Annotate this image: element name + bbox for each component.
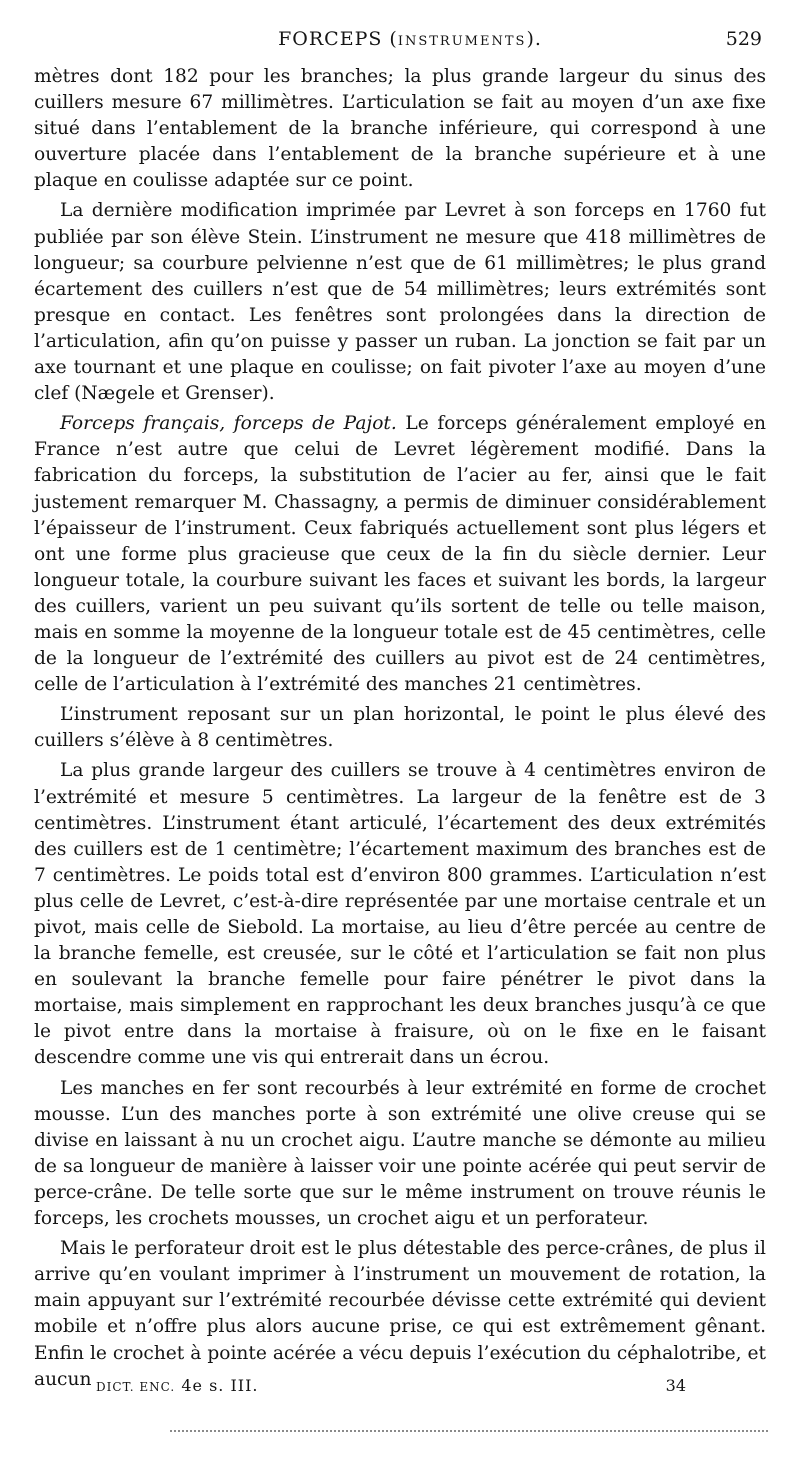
italic-heading: Forceps français, forceps de Pajot. [60,413,397,435]
bottom-dotted-rule [170,1430,768,1432]
paragraph: La plus grande largeur des cuillers se trouve à 4 centimètres environ de l’extrémité et mesure 5 centimètres. La largeur de la fenêtre est de 3 centimètres. L’instrument étant articulé, l’écartement des deux extrémités des cuillers est de 1 centimètre; l’écartement maximum des branches est de 7 centimètres. Le poids total est d’environ 800 grammes. L’articulation n’est plus celle de Levret, c’est-à-dire représentée par une mortaise centrale et un pivot, mais celle de Siebold. La mortaise, au lieu d’être percée au centre de la branche femelle, est creusée, sur le côté et l’articulation se fait non plus en soulevant la branche femelle pour faire pénétrer le pivot dans la mortaise, mais simplement en rapprochant les deux branches jusqu’à ce que le pivot entre dans la mortaise à fraisure, où on le fixe en le faisant descendre comme une vis qui entrerait dans un écrou. [34,760,766,1069]
page-number: 529 [725,28,762,50]
paragraph: Les manches en fer sont recourbés à leur extrémité en forme de crochet mousse. L’un des manches porte à son extrémité une olive creuse qui se divise en laissant à nu un crochet aigu. L’autre manche se démonte au milieu de sa longueur de manière à laisser voir une pointe acérée qui peut servir de perce-crâne. De telle sorte que sur le même instrument on trouve réunis le forceps, les crochets mousses, un crochet aigu et un perforateur. [34,1077,766,1230]
running-title [58,28,762,50]
body-text [34,64,766,1393]
paragraph: L’instrument reposant sur un plan horizontal, le point le plus élevé des cuillers s’élève à 8 centimètres. [34,704,766,752]
paragraph: Mais le perforateur droit est le plus détestable des perce-crânes, de plus il arrive qu’en voulant imprimer à l’instrument un mouvement de rotation, la main appuyant sur l’extrémité recourbée dévisse cette extrémité qui devient mobile et n’offre plus alors aucune prise, ce qui est extrêmement gênant. Enfin le crochet à pointe acérée a vécu depuis l’exécution du céphalotribe, et aucun [34,1238,766,1390]
running-title-small-caps: INSTRUMENTS [397,34,527,49]
running-title-main: FORCEPS ( [278,28,398,50]
page-footer [96,1376,686,1400]
paragraph: La dernière modification imprimée par Levret à son forceps en 1760 fut publiée par son élève Stein. L’instrument ne mesure que 418 millimètres de longueur; sa courbure pelvienne n’est que de 61 millimètres; le plus grand écartement des cuillers n’est que de 54 millimètres; leurs extrémités sont presque en contact. Les fenêtres sont prolongées dans la direction de l’articulation, afin qu’on puisse y passer un ruban. La jonction se fait par un axe tournant et une plaque en coulisse; on fait pivoter l’axe au moyen d’une clef (Nægele et Grenser). [34,200,766,405]
signature-rest: 4e s. III. [175,1376,259,1395]
running-title-end: ). [526,28,542,50]
signature-small-caps: DICT. ENC. [96,1380,176,1394]
signature-mark [96,1376,259,1395]
sheet-number: 34 [665,1376,686,1395]
paragraph-text: Le forceps généralement employé en France n’est autre que celui de Levret légèrement modifié. Dans la fabrication du forceps, la substitution de l’acier au fer, ainsi que le fait justement remarquer M. Chassagny, a permis de diminuer considérablement l’épaisseur de l’instrument. Ceux fabriqués actuellement sont plus légers et ont une forme plus gracieuse que ceux de la fin du siècle dernier. Leur longueur totale, la courbure suivant les faces et suivant les bords, la largeur des cuillers, varient un peu suivant qu’ils sortent de telle ou telle maison, mais en somme la moyenne de la longueur totale est de 45 centimètres, celle de la longueur de l’extrémité des cuillers au pivot est de 24 centimètres, celle de l’articulation à l’extrémité des manches 21 centimètres. [34,413,766,696]
paragraph [34,411,766,698]
paragraph: mètres dont 182 pour les branches; la plus grande largeur du sinus des cuillers mesure 67 millimètres. L’articulation se fait au moyen d’un axe fixe situé dans l’entablement de la branche inférieure, qui correspond à une ouverture placée dans l’entablement de la branche supérieure et à une plaque en coulisse adaptée sur ce point. [34,66,766,192]
running-header [58,28,762,58]
